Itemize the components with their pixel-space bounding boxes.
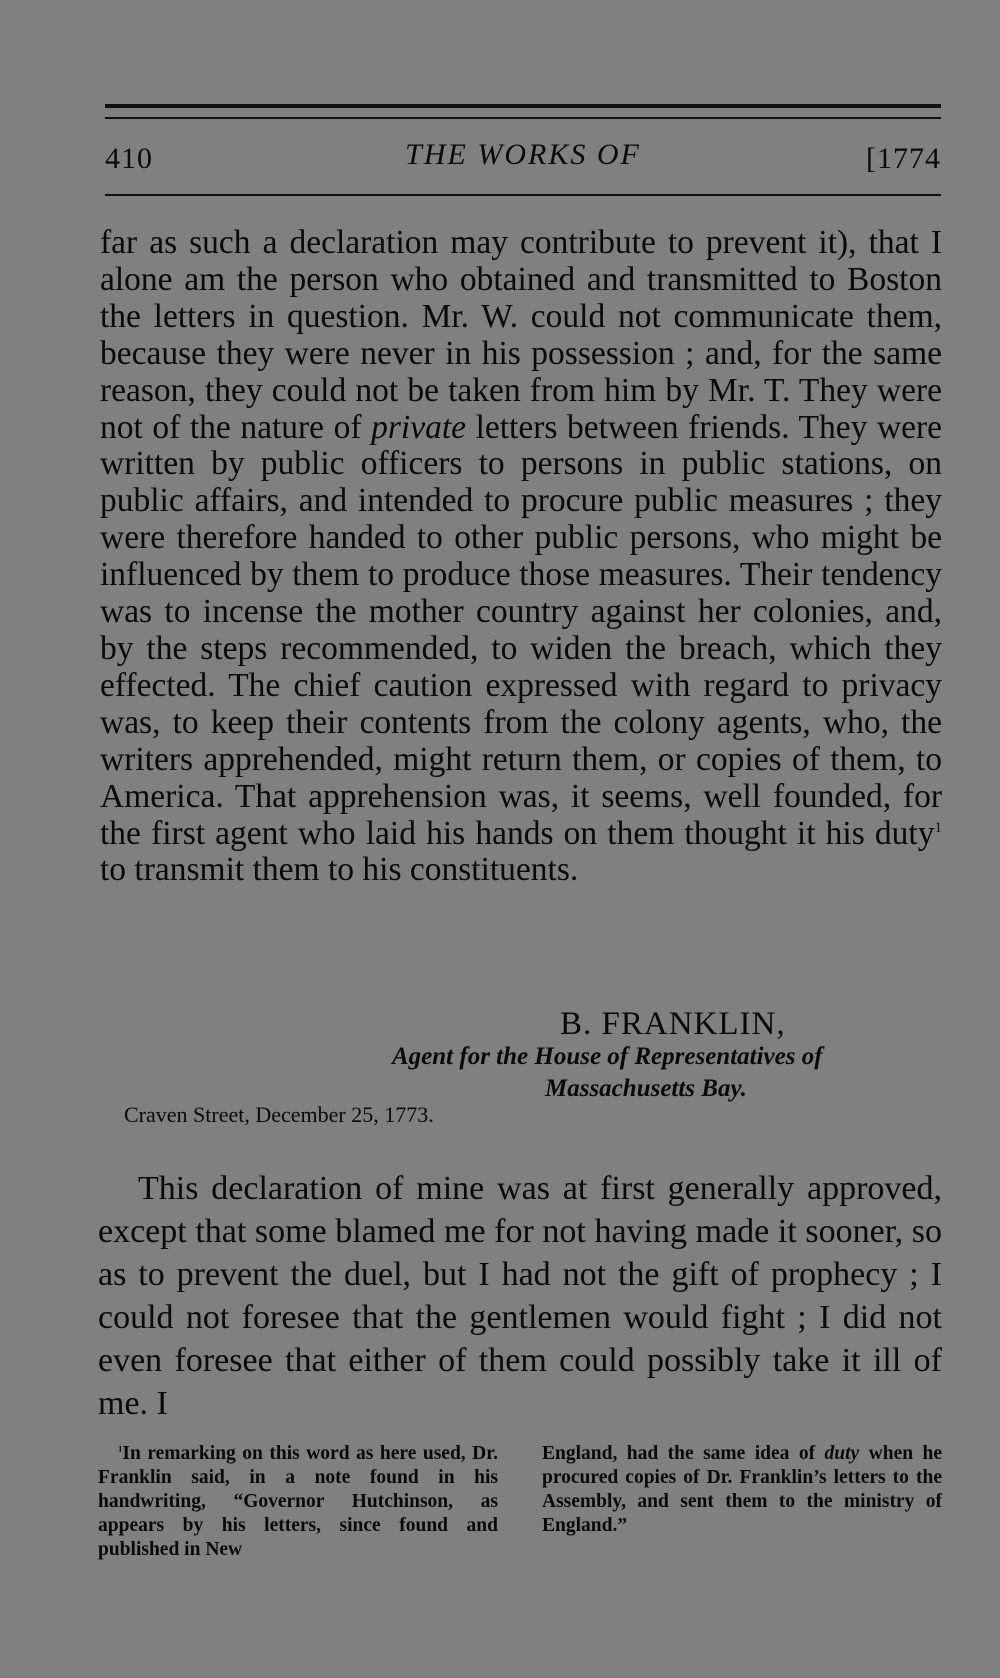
dateline: Craven Street, December 25, 1773.	[124, 1102, 434, 1127]
letter-text-part1: far as such a declaration may contribute to prevent it), that I alone am the person who obtained and transmitted to Boston the letters in question. Mr. W. could not communicate them, because they were never in his possession ; and, for the same reason, they could not be taken from him by Mr. T. They were not of the nature of	[100, 224, 942, 446]
footnote-mark: 1	[118, 1443, 123, 1454]
letter-paragraph	[100, 225, 942, 889]
header-rule-thin	[105, 117, 941, 119]
page-number: 410	[105, 142, 153, 175]
footnote-right-text-part2: when he procured copies of Dr. Franklin’s letters to the Assembly, and sent them to the ministry of England.”	[542, 1443, 943, 1536]
footnote-right-text-part1: England, had the same idea of	[542, 1443, 816, 1464]
signature-title-line1: Agent for the House of Representatives of	[392, 1043, 823, 1070]
footnote-left-text: In remarking on this word as here used, Dr. Franklin said, in a note found in his handwriting, “Governor Hutchinson, as appears by his letters, since found and published in New	[98, 1443, 498, 1560]
signature: B. FRANKLIN,	[560, 1006, 786, 1042]
footnote	[98, 1442, 942, 1562]
header-rule-bottom	[105, 194, 941, 196]
footnote-reference: 1	[934, 819, 942, 836]
duty-word: duty	[824, 1443, 860, 1464]
letter-body	[100, 225, 942, 889]
running-year: [1774	[866, 142, 941, 175]
signature-title-line2: Massachusetts Bay.	[545, 1075, 747, 1102]
running-title: THE WORKS OF	[405, 138, 641, 171]
private-word: private	[371, 408, 466, 446]
footnote-column-left	[98, 1442, 498, 1562]
footnote-column-right	[542, 1442, 942, 1562]
letter-text-part2: letters between friends. They were written by public officers to persons in public stations, on public affairs, and intended to procure public measures ; they were therefore handed to other public persons, who might be influenced by them to produce those measures. Their tendency was to incense the mother country against her colonies, and, by the steps recommended, to widen the breach, which they effected. The chief caution expressed with regard to privacy was, to keep their contents from the colony agents, who, the writers apprehended, might return them, or copies of them, to America. That apprehension was, it seems, well founded, for the first agent who laid his hands on them thought it his duty	[100, 408, 943, 852]
running-head	[105, 138, 941, 178]
continuation-text: This declaration of mine was at first generally approved, except that some blamed me for not having made it sooner, so as to prevent the duel, but I had not the gift of prophecy ; I could not foresee that the gentlemen would fight ; I did not even foresee that either of them could possibly take it ill of me. I	[98, 1170, 942, 1423]
header-rule-thick	[105, 104, 941, 108]
letter-text-part3: to transmit them to his constituents.	[100, 851, 579, 889]
continuation-paragraph	[98, 1167, 942, 1426]
